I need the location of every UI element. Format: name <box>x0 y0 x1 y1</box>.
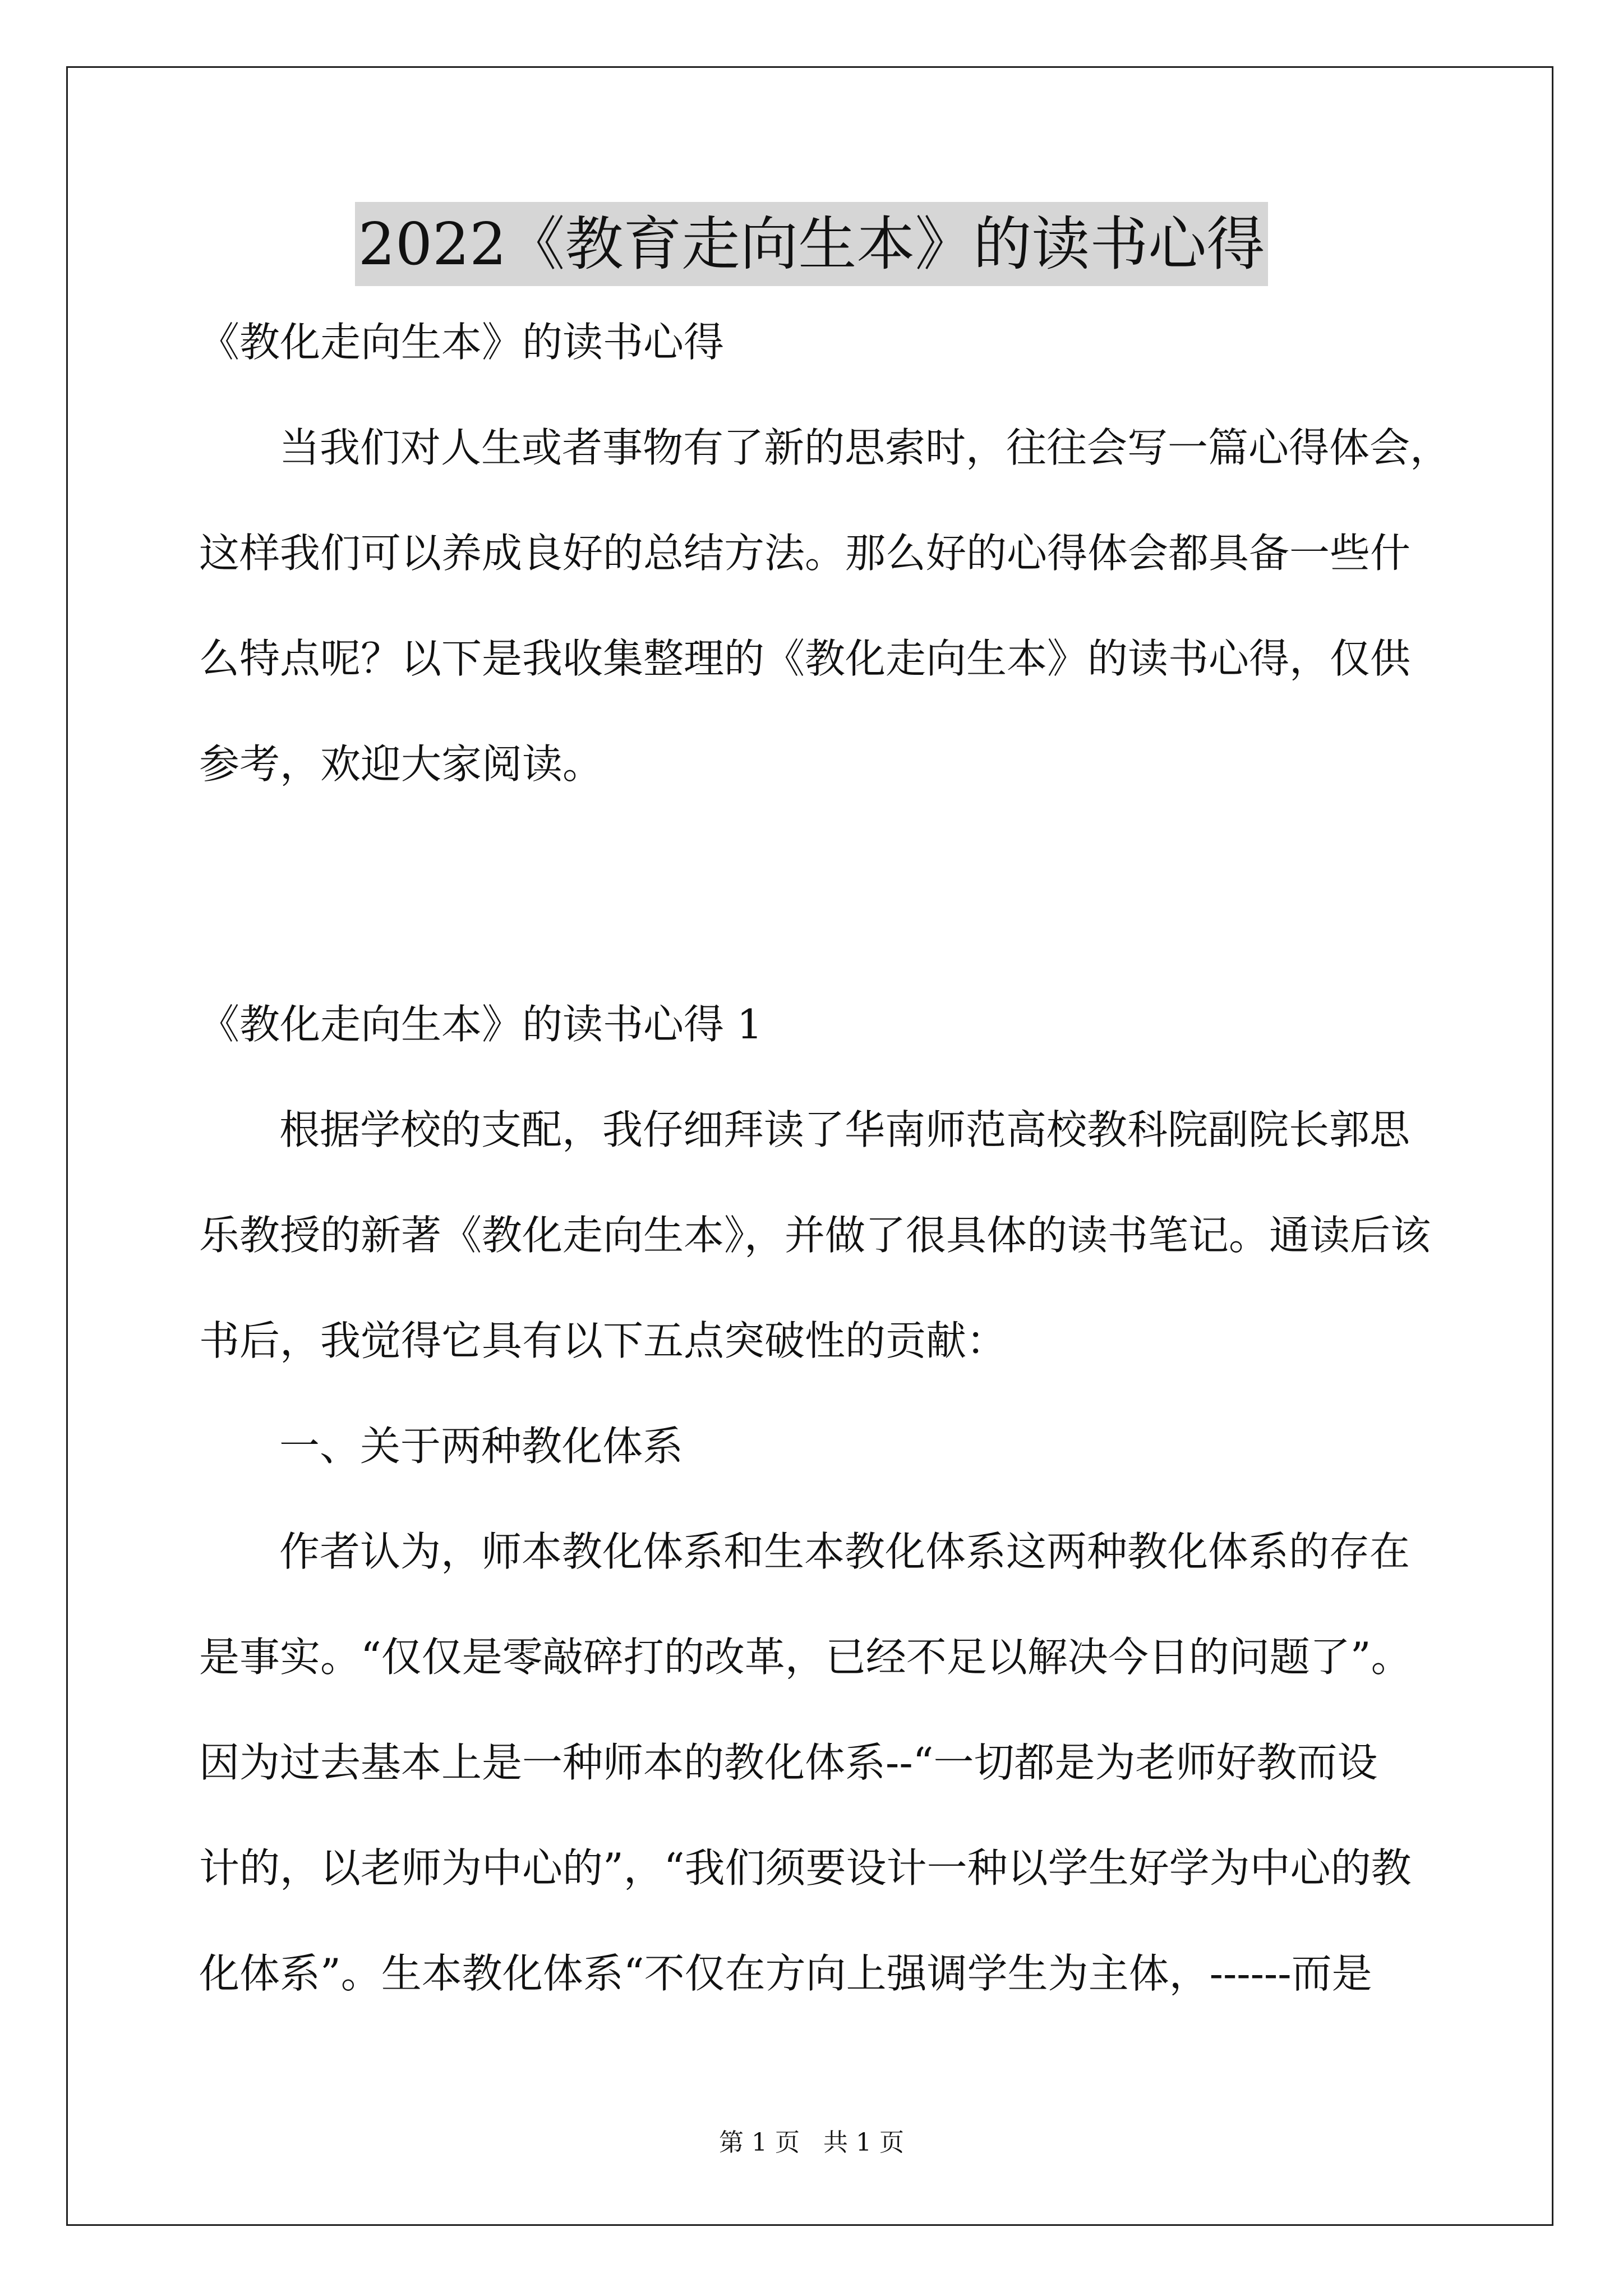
paragraph-line: 这样我们可以养成良好的总结方法。那么好的心得体会都具备一些什 <box>199 530 1411 577</box>
paragraph-line: 参考，欢迎大家阅读。 <box>199 740 603 788</box>
subsection-heading: 一、关于两种教化体系 <box>279 1423 684 1470</box>
paragraph-line: 化体系”。生本教化体系“不仅在方向上强调学生为主体，------而是 <box>199 1950 1372 1997</box>
paragraph-line: 计的，以老师为中心的”，“我们须要设计一种以学生好学为中心的教 <box>199 1844 1412 1892</box>
paragraph-line: 是事实。“仅仅是零敲碎打的改革，已经不足以解决今日的问题了”。 <box>199 1634 1412 1681</box>
paragraph-line: 当我们对人生或者事物有了新的思索时，往往会写一篇心得体会， <box>279 424 1451 471</box>
paragraph-line: 因为过去基本上是一种师本的教化体系--“一切都是为老师好教而设 <box>199 1739 1378 1786</box>
paragraph-line: 么特点呢？以下是我收集整理的《教化走向生本》的读书心得，仅供 <box>199 635 1411 682</box>
paragraph-line: 书后，我觉得它具有以下五点突破性的贡献： <box>199 1317 1007 1364</box>
document-title: 2022《教育走向生本》的读书心得 <box>355 202 1269 286</box>
subtitle-line: 《教化走向生本》的读书心得 <box>199 319 725 366</box>
paragraph-line: 作者认为，师本教化体系和生本教化体系这两种教化体系的存在 <box>279 1528 1410 1575</box>
paragraph-line: 乐教授的新著《教化走向生本》，并做了很具体的读书笔记。通读后该 <box>199 1212 1431 1259</box>
title-container <box>0 202 1623 286</box>
paragraph-line: 根据学校的支配，我仔细拜读了华南师范高校教科院副院长郭思 <box>279 1106 1410 1153</box>
page-footer: 第 1 页 共 1 页 <box>719 2128 904 2157</box>
section-heading: 《教化走向生本》的读书心得 1 <box>199 1001 763 1048</box>
